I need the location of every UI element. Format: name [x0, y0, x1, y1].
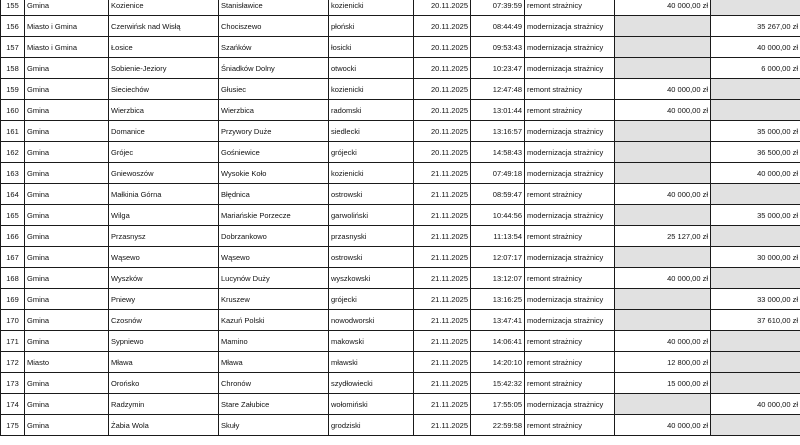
renovation-amount-cell: [615, 310, 711, 331]
date-cell: 21.11.2025: [414, 373, 471, 394]
date-cell: 20.11.2025: [414, 79, 471, 100]
date-cell: 21.11.2025: [414, 331, 471, 352]
municipality-type-cell: Gmina: [25, 121, 109, 142]
municipality-cell: Mława: [109, 352, 219, 373]
municipality-cell: Gniewoszów: [109, 163, 219, 184]
time-cell: 10:44:56: [471, 205, 525, 226]
row-number-cell: 164: [1, 184, 25, 205]
municipality-type-cell: Gmina: [25, 394, 109, 415]
scope-cell: remont strażnicy: [525, 352, 615, 373]
table-row: [1, 0, 800, 16]
time-cell: 15:42:32: [471, 373, 525, 394]
table-row: [1, 331, 800, 352]
time-cell: 13:12:07: [471, 268, 525, 289]
row-number-cell: 175: [1, 415, 25, 436]
county-cell: płoński: [329, 16, 414, 37]
municipality-cell: Grójec: [109, 142, 219, 163]
row-number-cell: 169: [1, 289, 25, 310]
time-cell: 09:53:43: [471, 37, 525, 58]
row-number-cell: 165: [1, 205, 25, 226]
modernization-amount-cell: [711, 352, 800, 373]
date-cell: 21.11.2025: [414, 226, 471, 247]
date-cell: 21.11.2025: [414, 310, 471, 331]
row-number-cell: 172: [1, 352, 25, 373]
municipality-type-cell: Gmina: [25, 79, 109, 100]
municipality-type-cell: Miasto i Gmina: [25, 37, 109, 58]
date-cell: 21.11.2025: [414, 415, 471, 436]
table-row: [1, 37, 800, 58]
renovation-amount-cell: 12 800,00 zł: [615, 352, 711, 373]
table-row: [1, 142, 800, 163]
table-row: [1, 352, 800, 373]
modernization-amount-cell: [711, 373, 800, 394]
renovation-amount-cell: 15 000,00 zł: [615, 373, 711, 394]
date-cell: 21.11.2025: [414, 394, 471, 415]
renovation-amount-cell: [615, 16, 711, 37]
renovation-amount-cell: [615, 205, 711, 226]
renovation-amount-cell: [615, 142, 711, 163]
date-cell: 21.11.2025: [414, 289, 471, 310]
municipality-type-cell: Miasto: [25, 352, 109, 373]
municipality-cell: Czosnów: [109, 310, 219, 331]
time-cell: 07:39:59: [471, 0, 525, 16]
modernization-amount-cell: 35 267,00 zł: [711, 16, 800, 37]
municipality-cell: Sieciechów: [109, 79, 219, 100]
locality-cell: Głusiec: [219, 79, 329, 100]
municipality-cell: Wyszków: [109, 268, 219, 289]
modernization-amount-cell: 36 500,00 zł: [711, 142, 800, 163]
locality-cell: Stare Załubice: [219, 394, 329, 415]
scope-cell: remont strażnicy: [525, 0, 615, 16]
municipality-type-cell: Gmina: [25, 310, 109, 331]
municipality-cell: Czerwińsk nad Wisłą: [109, 16, 219, 37]
municipality-cell: Sobienie-Jeziory: [109, 58, 219, 79]
municipality-type-cell: Gmina: [25, 289, 109, 310]
table-row: [1, 205, 800, 226]
table-row: [1, 163, 800, 184]
municipality-type-cell: Gmina: [25, 331, 109, 352]
time-cell: 14:20:10: [471, 352, 525, 373]
time-cell: 12:07:17: [471, 247, 525, 268]
modernization-amount-cell: 6 000,00 zł: [711, 58, 800, 79]
date-cell: 21.11.2025: [414, 247, 471, 268]
county-cell: siedlecki: [329, 121, 414, 142]
row-number-cell: 173: [1, 373, 25, 394]
table-row: [1, 121, 800, 142]
locality-cell: Wąsewo: [219, 247, 329, 268]
date-cell: 20.11.2025: [414, 37, 471, 58]
municipality-type-cell: Gmina: [25, 142, 109, 163]
date-cell: 20.11.2025: [414, 0, 471, 16]
scope-cell: modernizacja strażnicy: [525, 142, 615, 163]
time-cell: 07:49:18: [471, 163, 525, 184]
renovation-amount-cell: 40 000,00 zł: [615, 331, 711, 352]
locality-cell: Dobrzankowo: [219, 226, 329, 247]
modernization-amount-cell: 40 000,00 zł: [711, 394, 800, 415]
municipality-type-cell: Gmina: [25, 268, 109, 289]
scope-cell: modernizacja strażnicy: [525, 289, 615, 310]
date-cell: 21.11.2025: [414, 205, 471, 226]
municipality-type-cell: Gmina: [25, 0, 109, 16]
row-number-cell: 155: [1, 0, 25, 16]
municipality-cell: Radzymin: [109, 394, 219, 415]
row-number-cell: 157: [1, 37, 25, 58]
table-row: [1, 415, 800, 436]
scope-cell: remont strażnicy: [525, 184, 615, 205]
time-cell: 11:13:54: [471, 226, 525, 247]
row-number-cell: 160: [1, 100, 25, 121]
row-number-cell: 158: [1, 58, 25, 79]
county-cell: szydłowiecki: [329, 373, 414, 394]
time-cell: 13:16:25: [471, 289, 525, 310]
time-cell: 10:23:47: [471, 58, 525, 79]
renovation-amount-cell: [615, 163, 711, 184]
locality-cell: Skuły: [219, 415, 329, 436]
county-cell: grójecki: [329, 142, 414, 163]
municipality-type-cell: Gmina: [25, 205, 109, 226]
county-cell: kozienicki: [329, 0, 414, 16]
modernization-amount-cell: 35 000,00 zł: [711, 205, 800, 226]
county-cell: kozienicki: [329, 79, 414, 100]
county-cell: nowodworski: [329, 310, 414, 331]
county-cell: mławski: [329, 352, 414, 373]
date-cell: 20.11.2025: [414, 121, 471, 142]
municipality-type-cell: Gmina: [25, 247, 109, 268]
modernization-amount-cell: 33 000,00 zł: [711, 289, 800, 310]
county-cell: grodziski: [329, 415, 414, 436]
modernization-amount-cell: 37 610,00 zł: [711, 310, 800, 331]
table-row: [1, 79, 800, 100]
row-number-cell: 167: [1, 247, 25, 268]
modernization-amount-cell: 40 000,00 zł: [711, 37, 800, 58]
table-row: [1, 289, 800, 310]
municipality-cell: Wilga: [109, 205, 219, 226]
county-cell: przasnyski: [329, 226, 414, 247]
locality-cell: Gośniewice: [219, 142, 329, 163]
scope-cell: modernizacja strażnicy: [525, 394, 615, 415]
row-number-cell: 161: [1, 121, 25, 142]
county-cell: łosicki: [329, 37, 414, 58]
row-number-cell: 170: [1, 310, 25, 331]
modernization-amount-cell: [711, 331, 800, 352]
modernization-amount-cell: [711, 226, 800, 247]
table-row: [1, 226, 800, 247]
scope-cell: modernizacja strażnicy: [525, 121, 615, 142]
renovation-amount-cell: 40 000,00 zł: [615, 415, 711, 436]
date-cell: 21.11.2025: [414, 268, 471, 289]
locality-cell: Śniadków Dolny: [219, 58, 329, 79]
county-cell: ostrowski: [329, 184, 414, 205]
time-cell: 13:01:44: [471, 100, 525, 121]
scope-cell: modernizacja strażnicy: [525, 205, 615, 226]
municipality-cell: Przasnysz: [109, 226, 219, 247]
locality-cell: Mława: [219, 352, 329, 373]
scope-cell: modernizacja strażnicy: [525, 58, 615, 79]
renovation-amount-cell: 25 127,00 zł: [615, 226, 711, 247]
modernization-amount-cell: [711, 415, 800, 436]
scope-cell: remont strażnicy: [525, 268, 615, 289]
date-cell: 20.11.2025: [414, 142, 471, 163]
renovation-amount-cell: [615, 37, 711, 58]
date-cell: 20.11.2025: [414, 58, 471, 79]
municipality-type-cell: Gmina: [25, 100, 109, 121]
municipality-type-cell: Gmina: [25, 226, 109, 247]
scope-cell: remont strażnicy: [525, 331, 615, 352]
scope-cell: remont strażnicy: [525, 373, 615, 394]
row-number-cell: 163: [1, 163, 25, 184]
municipality-cell: Wąsewo: [109, 247, 219, 268]
municipality-type-cell: Gmina: [25, 163, 109, 184]
municipality-type-cell: Gmina: [25, 415, 109, 436]
modernization-amount-cell: [711, 184, 800, 205]
county-cell: ostrowski: [329, 247, 414, 268]
locality-cell: Lucynów Duży: [219, 268, 329, 289]
municipality-cell: Pniewy: [109, 289, 219, 310]
time-cell: 22:59:58: [471, 415, 525, 436]
county-cell: otwocki: [329, 58, 414, 79]
renovation-amount-cell: [615, 394, 711, 415]
municipality-cell: Sypniewo: [109, 331, 219, 352]
county-cell: makowski: [329, 331, 414, 352]
renovation-amount-cell: 40 000,00 zł: [615, 100, 711, 121]
time-cell: 08:59:47: [471, 184, 525, 205]
municipality-cell: Łosice: [109, 37, 219, 58]
row-number-cell: 166: [1, 226, 25, 247]
renovation-amount-cell: [615, 121, 711, 142]
scope-cell: remont strażnicy: [525, 226, 615, 247]
time-cell: 12:47:48: [471, 79, 525, 100]
scope-cell: modernizacja strażnicy: [525, 37, 615, 58]
table-row: [1, 58, 800, 79]
scope-cell: modernizacja strażnicy: [525, 163, 615, 184]
scope-cell: modernizacja strażnicy: [525, 16, 615, 37]
table-body: [1, 0, 800, 436]
date-cell: 21.11.2025: [414, 163, 471, 184]
row-number-cell: 174: [1, 394, 25, 415]
municipality-type-cell: Gmina: [25, 58, 109, 79]
renovation-amount-cell: [615, 289, 711, 310]
county-cell: wyszkowski: [329, 268, 414, 289]
scope-cell: remont strażnicy: [525, 79, 615, 100]
locality-cell: Mamino: [219, 331, 329, 352]
modernization-amount-cell: [711, 0, 800, 16]
modernization-amount-cell: [711, 268, 800, 289]
renovation-amount-cell: 40 000,00 zł: [615, 0, 711, 16]
time-cell: 14:06:41: [471, 331, 525, 352]
scope-cell: modernizacja strażnicy: [525, 247, 615, 268]
municipality-cell: Kozienice: [109, 0, 219, 16]
table-row: [1, 184, 800, 205]
row-number-cell: 156: [1, 16, 25, 37]
locality-cell: Kazuń Polski: [219, 310, 329, 331]
date-cell: 20.11.2025: [414, 100, 471, 121]
modernization-amount-cell: [711, 79, 800, 100]
row-number-cell: 159: [1, 79, 25, 100]
table-row: [1, 373, 800, 394]
locality-cell: Wysokie Koło: [219, 163, 329, 184]
scope-cell: remont strażnicy: [525, 100, 615, 121]
time-cell: 14:58:43: [471, 142, 525, 163]
scope-cell: modernizacja strażnicy: [525, 310, 615, 331]
renovation-amount-cell: 40 000,00 zł: [615, 79, 711, 100]
date-cell: 21.11.2025: [414, 184, 471, 205]
locality-cell: Stanisławice: [219, 0, 329, 16]
county-cell: kozienicki: [329, 163, 414, 184]
time-cell: 13:16:57: [471, 121, 525, 142]
municipality-type-cell: Gmina: [25, 373, 109, 394]
locality-cell: Chronów: [219, 373, 329, 394]
table-row: [1, 16, 800, 37]
municipality-type-cell: Miasto i Gmina: [25, 16, 109, 37]
municipality-type-cell: Gmina: [25, 184, 109, 205]
table-row: [1, 268, 800, 289]
row-number-cell: 171: [1, 331, 25, 352]
renovation-amount-cell: [615, 247, 711, 268]
renovation-amount-cell: 40 000,00 zł: [615, 184, 711, 205]
modernization-amount-cell: 35 000,00 zł: [711, 121, 800, 142]
locality-cell: Przywory Duże: [219, 121, 329, 142]
time-cell: 13:47:41: [471, 310, 525, 331]
renovation-amount-cell: [615, 58, 711, 79]
municipality-cell: Wierzbica: [109, 100, 219, 121]
locality-cell: Mariańskie Porzecze: [219, 205, 329, 226]
table-row: [1, 247, 800, 268]
municipality-cell: Małkinia Górna: [109, 184, 219, 205]
table-row: [1, 310, 800, 331]
county-cell: grójecki: [329, 289, 414, 310]
locality-cell: Błędnica: [219, 184, 329, 205]
county-cell: radomski: [329, 100, 414, 121]
municipality-cell: Żabia Wola: [109, 415, 219, 436]
date-cell: 21.11.2025: [414, 352, 471, 373]
modernization-amount-cell: 30 000,00 zł: [711, 247, 800, 268]
table-row: [1, 394, 800, 415]
county-cell: wołomiński: [329, 394, 414, 415]
locality-cell: Szańków: [219, 37, 329, 58]
municipality-cell: Orońsko: [109, 373, 219, 394]
locality-cell: Kruszew: [219, 289, 329, 310]
row-number-cell: 162: [1, 142, 25, 163]
renovation-amount-cell: 40 000,00 zł: [615, 268, 711, 289]
scope-cell: remont strażnicy: [525, 415, 615, 436]
time-cell: 17:55:05: [471, 394, 525, 415]
locality-cell: Chociszewo: [219, 16, 329, 37]
modernization-amount-cell: [711, 100, 800, 121]
table-row: [1, 100, 800, 121]
locality-cell: Wierzbica: [219, 100, 329, 121]
municipality-cell: Domanice: [109, 121, 219, 142]
modernization-amount-cell: 40 000,00 zł: [711, 163, 800, 184]
time-cell: 08:44:49: [471, 16, 525, 37]
row-number-cell: 168: [1, 268, 25, 289]
county-cell: garwoliński: [329, 205, 414, 226]
date-cell: 20.11.2025: [414, 16, 471, 37]
